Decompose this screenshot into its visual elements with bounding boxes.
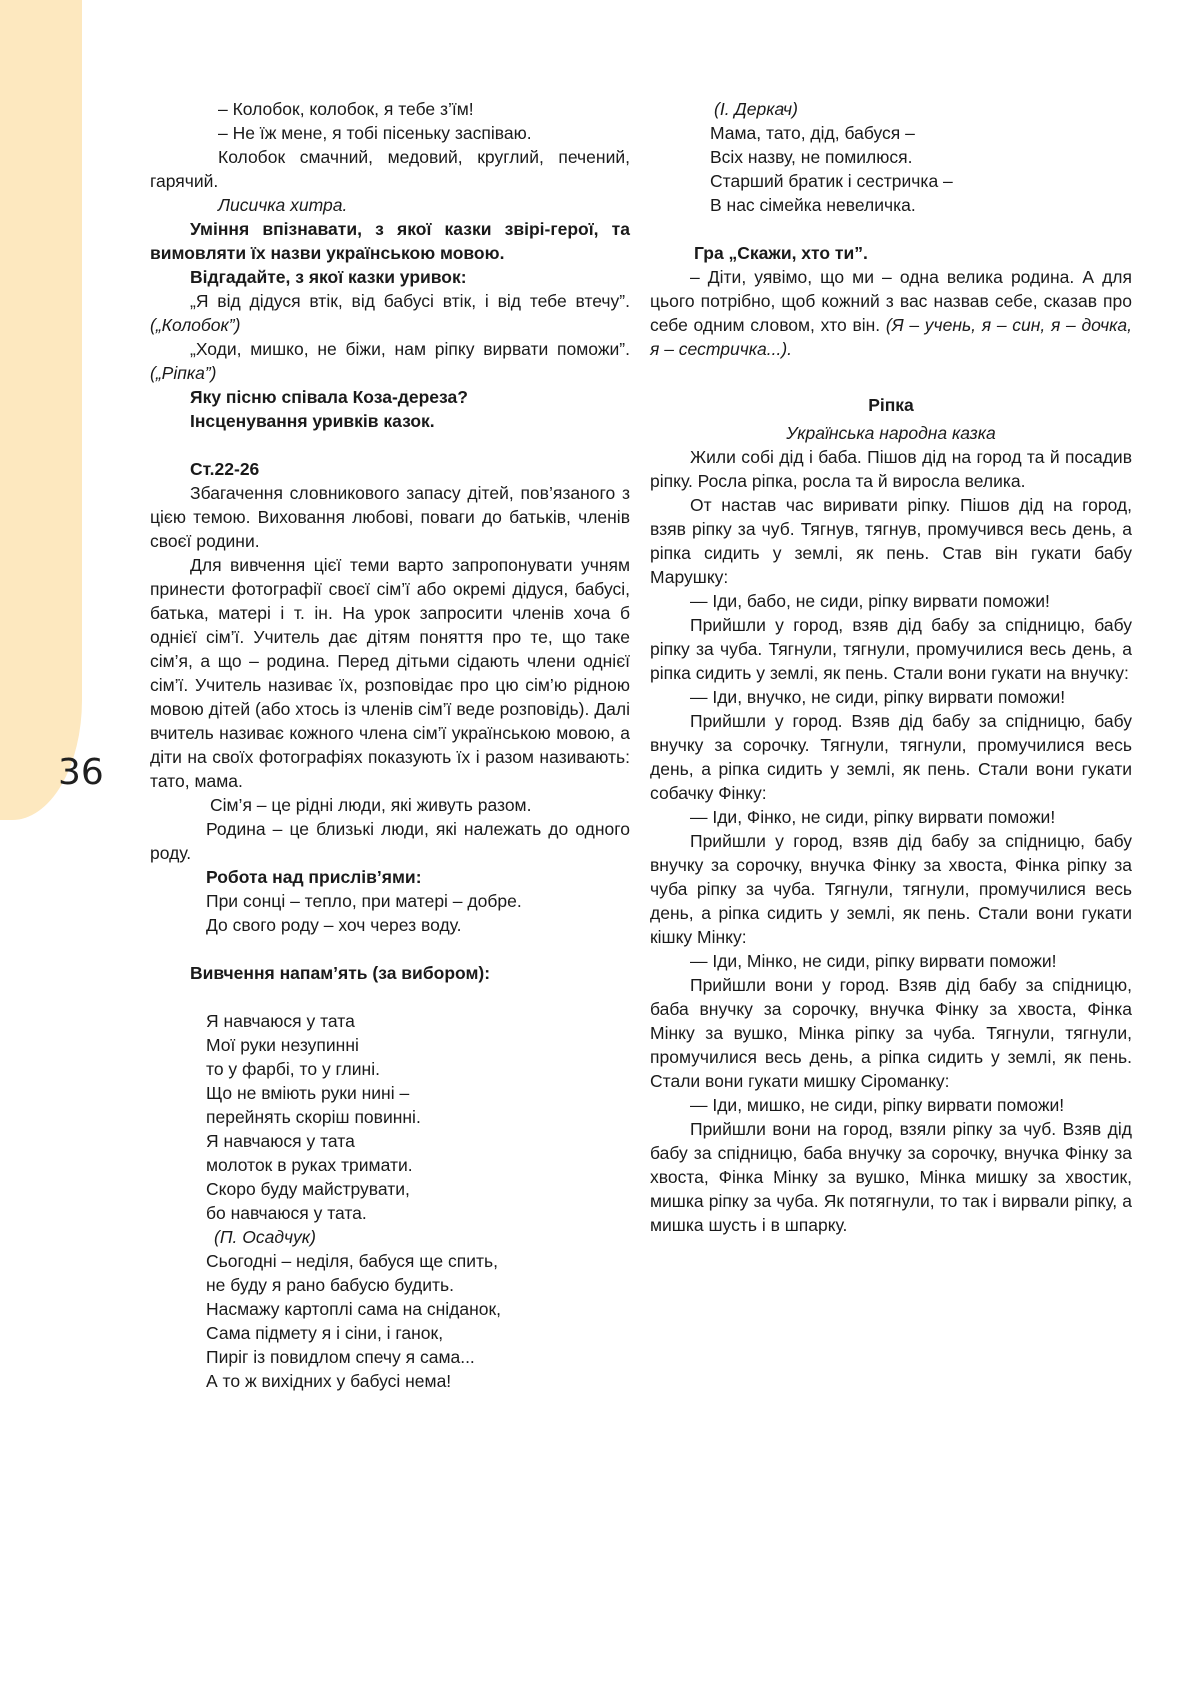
poem-line: бо навчаюся у тата. <box>206 1203 367 1223</box>
quote-text: „Я від дідуся втік, від бабусі втік, і від тебе втечу”. <box>190 291 630 311</box>
tale-paragraph: От настав час виривати ріпку. Пішов дід на город, взяв ріпку за чуб. Тягнув, тягнув, промучився весь день, а ріпка сидить у землі, як пень. Став він гукати бабу Марушку: <box>650 495 1132 587</box>
left-column <box>150 97 630 1393</box>
poem-line: Старший братик і сестричка – <box>710 171 953 191</box>
tale-paragraph: Прийшли у город, взяв дід бабу за спідницю, бабу внучку за сорочку, внучка Фінку за хвоста, Фінка ріпку за чуба ріпку за чуба. Тягнули, тягнули, промучилися весь день, а ріпка сидить у землі, як пень. Стали вони гукати кішку Мінку: <box>650 831 1132 947</box>
proverb: При сонці – тепло, при матері – добре. <box>206 891 522 911</box>
quote-text: „Ходи, мишко, не біжи, нам ріпку вирвати поможи”. <box>190 339 630 359</box>
poem <box>150 1009 630 1393</box>
page-number: 36 <box>58 752 104 793</box>
paragraph: Сім’я – це рідні люди, які живуть разом. <box>210 795 532 815</box>
tale-paragraph: Прийшли у город, взяв дід бабу за спідницю, бабу ріпку за чуба. Тягнули, тягнули, промучилися весь день, а ріпка сидить у землі, як пень. Стали вони гукати на внучку: <box>650 615 1132 683</box>
poem-line: А то ж вихідних у бабусі нема! <box>206 1371 452 1391</box>
tale-dialogue: — Іди, Мінко, не сиди, ріпку вирвати поможи! <box>690 951 1057 971</box>
tale-dialogue: — Іди, внучко, не сиди, ріпку вирвати поможи! <box>690 687 1066 707</box>
poem-line: Насмажу картоплі сама на сніданок, <box>206 1299 502 1319</box>
poem-line: Сама підмету я і сіни, і ганок, <box>206 1323 444 1343</box>
paragraph: Для вивчення цієї теми варто запропонувати учням принести фотографії своєї сім’ї або окремі дідуся, бабусі, батька, матері і т. ін. На урок запросити членів хоча б однієї сім’ї. Учитель дає дітям поняття про те, що таке сім’я, а що – родина. Перед дітьми сідають члени однієї сім’ї. Учитель називає їх, розповідає про цю сім’ю рідною мовою дітей (або хтось із членів сім’ї веде розповідь). Далі вчитель називає кожного члена сім’ї українською мовою, а діти на своїх фотографіях показують їх і разом називають: тато, мама. <box>150 555 630 791</box>
poem <box>650 121 1132 217</box>
poem-line: молоток в руках тримати. <box>206 1155 413 1175</box>
tale-subtitle: Українська народна казка <box>786 423 996 443</box>
paragraph: Збагачення словникового запасу дітей, пов’язаного з цією темою. Виховання любові, поваги до батьків, членів своєї родини. <box>150 483 630 551</box>
section-heading: Відгадайте, з якої казки уривок: <box>190 267 467 287</box>
poem-line: Всіх назву, не помилюся. <box>710 147 913 167</box>
quote <box>150 289 630 337</box>
right-column <box>650 97 1132 1237</box>
proverb: До свого роду – хоч через воду. <box>206 915 462 935</box>
poem-line: перейнять скоріш повинні. <box>206 1107 421 1127</box>
tale-paragraph: Прийшли у город. Взяв дід бабу за спідницю, бабу внучку за сорочку. Тягнули, тягнули, промучилися весь день, а ріпка сидить у землі, як пень. Стали вони гукати собачку Фінку: <box>650 711 1132 803</box>
section-heading: Вивчення напам’ять (за вибором): <box>190 963 491 983</box>
paragraph: Родина – це близькі люди, які належать до одного роду. <box>150 819 630 863</box>
paragraph: Лисичка хитра. <box>218 195 348 215</box>
poem-line: Я навчаюся у тата <box>206 1131 355 1151</box>
poem-line: Сьогодні – неділя, бабуся ще спить, <box>206 1251 499 1271</box>
poem-line: Що не вміють руки нині – <box>206 1083 410 1103</box>
tale-dialogue: — Іди, Фінко, не сиди, ріпку вирвати поможи! <box>690 807 1056 827</box>
tale-title: Ріпка <box>868 395 914 415</box>
poem-author: (П. Осадчук) <box>214 1227 316 1247</box>
poem-line: Пиріг із повидлом спечу я сама... <box>206 1347 475 1367</box>
section-heading: Ст.22-26 <box>190 459 260 479</box>
poem-author: (І. Деркач) <box>714 99 798 119</box>
paragraph: Колобок смачний, медовий, круглий, печений, гарячий. <box>150 147 630 191</box>
section-heading: Гра „Скажи, хто ти”. <box>694 243 868 263</box>
poem-line: Скоро буду майструвати, <box>206 1179 410 1199</box>
game-text: – Діти, уявімо, що ми – одна велика родина. А для цього потрібно, щоб кожний з вас назвав себе, сказав про себе одним словом, хто він. <box>650 267 1132 335</box>
paragraph <box>650 265 1132 361</box>
poem-line: В нас сімейка невеличка. <box>710 195 916 215</box>
dialogue-line: – Не їж мене, я тобі пісеньку заспіваю. <box>218 123 532 143</box>
tale-paragraph: Прийшли вони у город. Взяв дід бабу за спідницю, баба внучку за сорочку, внучка Фінку за хвоста, Фінка Мінку за вушко, Мінка ріпку за чуба. Тягнули, тягнули, промучилися весь день, а ріпка сидить у землі, як пень. Стали вони гукати мишку Сіроманку: <box>650 975 1132 1091</box>
tale-dialogue: — Іди, бабо, не сиди, ріпку вирвати поможи! <box>690 591 1050 611</box>
quote <box>150 337 630 385</box>
tale-dialogue: — Іди, мишко, не сиди, ріпку вирвати поможи! <box>690 1095 1065 1115</box>
poem-line: Мої руки незупинні <box>206 1035 359 1055</box>
dialogue-line: – Колобок, колобок, я тебе з’їм! <box>218 99 474 119</box>
poem-line: не буду я рано бабусю будить. <box>206 1275 455 1295</box>
section-heading: Уміння впізнавати, з якої казки звірі-герої, та вимовляти їх назви українською мовою. <box>150 219 630 263</box>
section-heading: Яку пісню співала Коза-дереза? <box>190 387 468 407</box>
game-examples: (Я – учень, я – син, я – дочка, я – сестричка...). <box>650 315 1132 359</box>
poem-line: то у фарбі, то у глині. <box>206 1059 380 1079</box>
quote-source: („Ріпка”) <box>150 363 217 383</box>
quote-source: („Колобок”) <box>150 315 241 335</box>
section-heading: Інсценування уривків казок. <box>190 411 435 431</box>
section-heading: Робота над прислів’ями: <box>206 867 422 887</box>
tale-paragraph: Прийшли вони на город, взяли ріпку за чуб. Взяв дід бабу за спідницю, баба внучку за сорочку, внучка Фінку за хвоста, Фінка Мінку за вушко, Мінка мишку за хвостик, мишка ріпку за чуба. Як потягнули, то так і вирвали ріпку, а мишка шусть і в шпарку. <box>650 1119 1132 1235</box>
poem-line: Мама, тато, дід, бабуся – <box>710 123 915 143</box>
tale-paragraph: Жили собі дід і баба. Пішов дід на город та й посадив ріпку. Росла ріпка, росла та й виросла велика. <box>650 447 1132 491</box>
poem-line: Я навчаюся у тата <box>206 1011 355 1031</box>
page-corner-tab <box>0 0 82 820</box>
